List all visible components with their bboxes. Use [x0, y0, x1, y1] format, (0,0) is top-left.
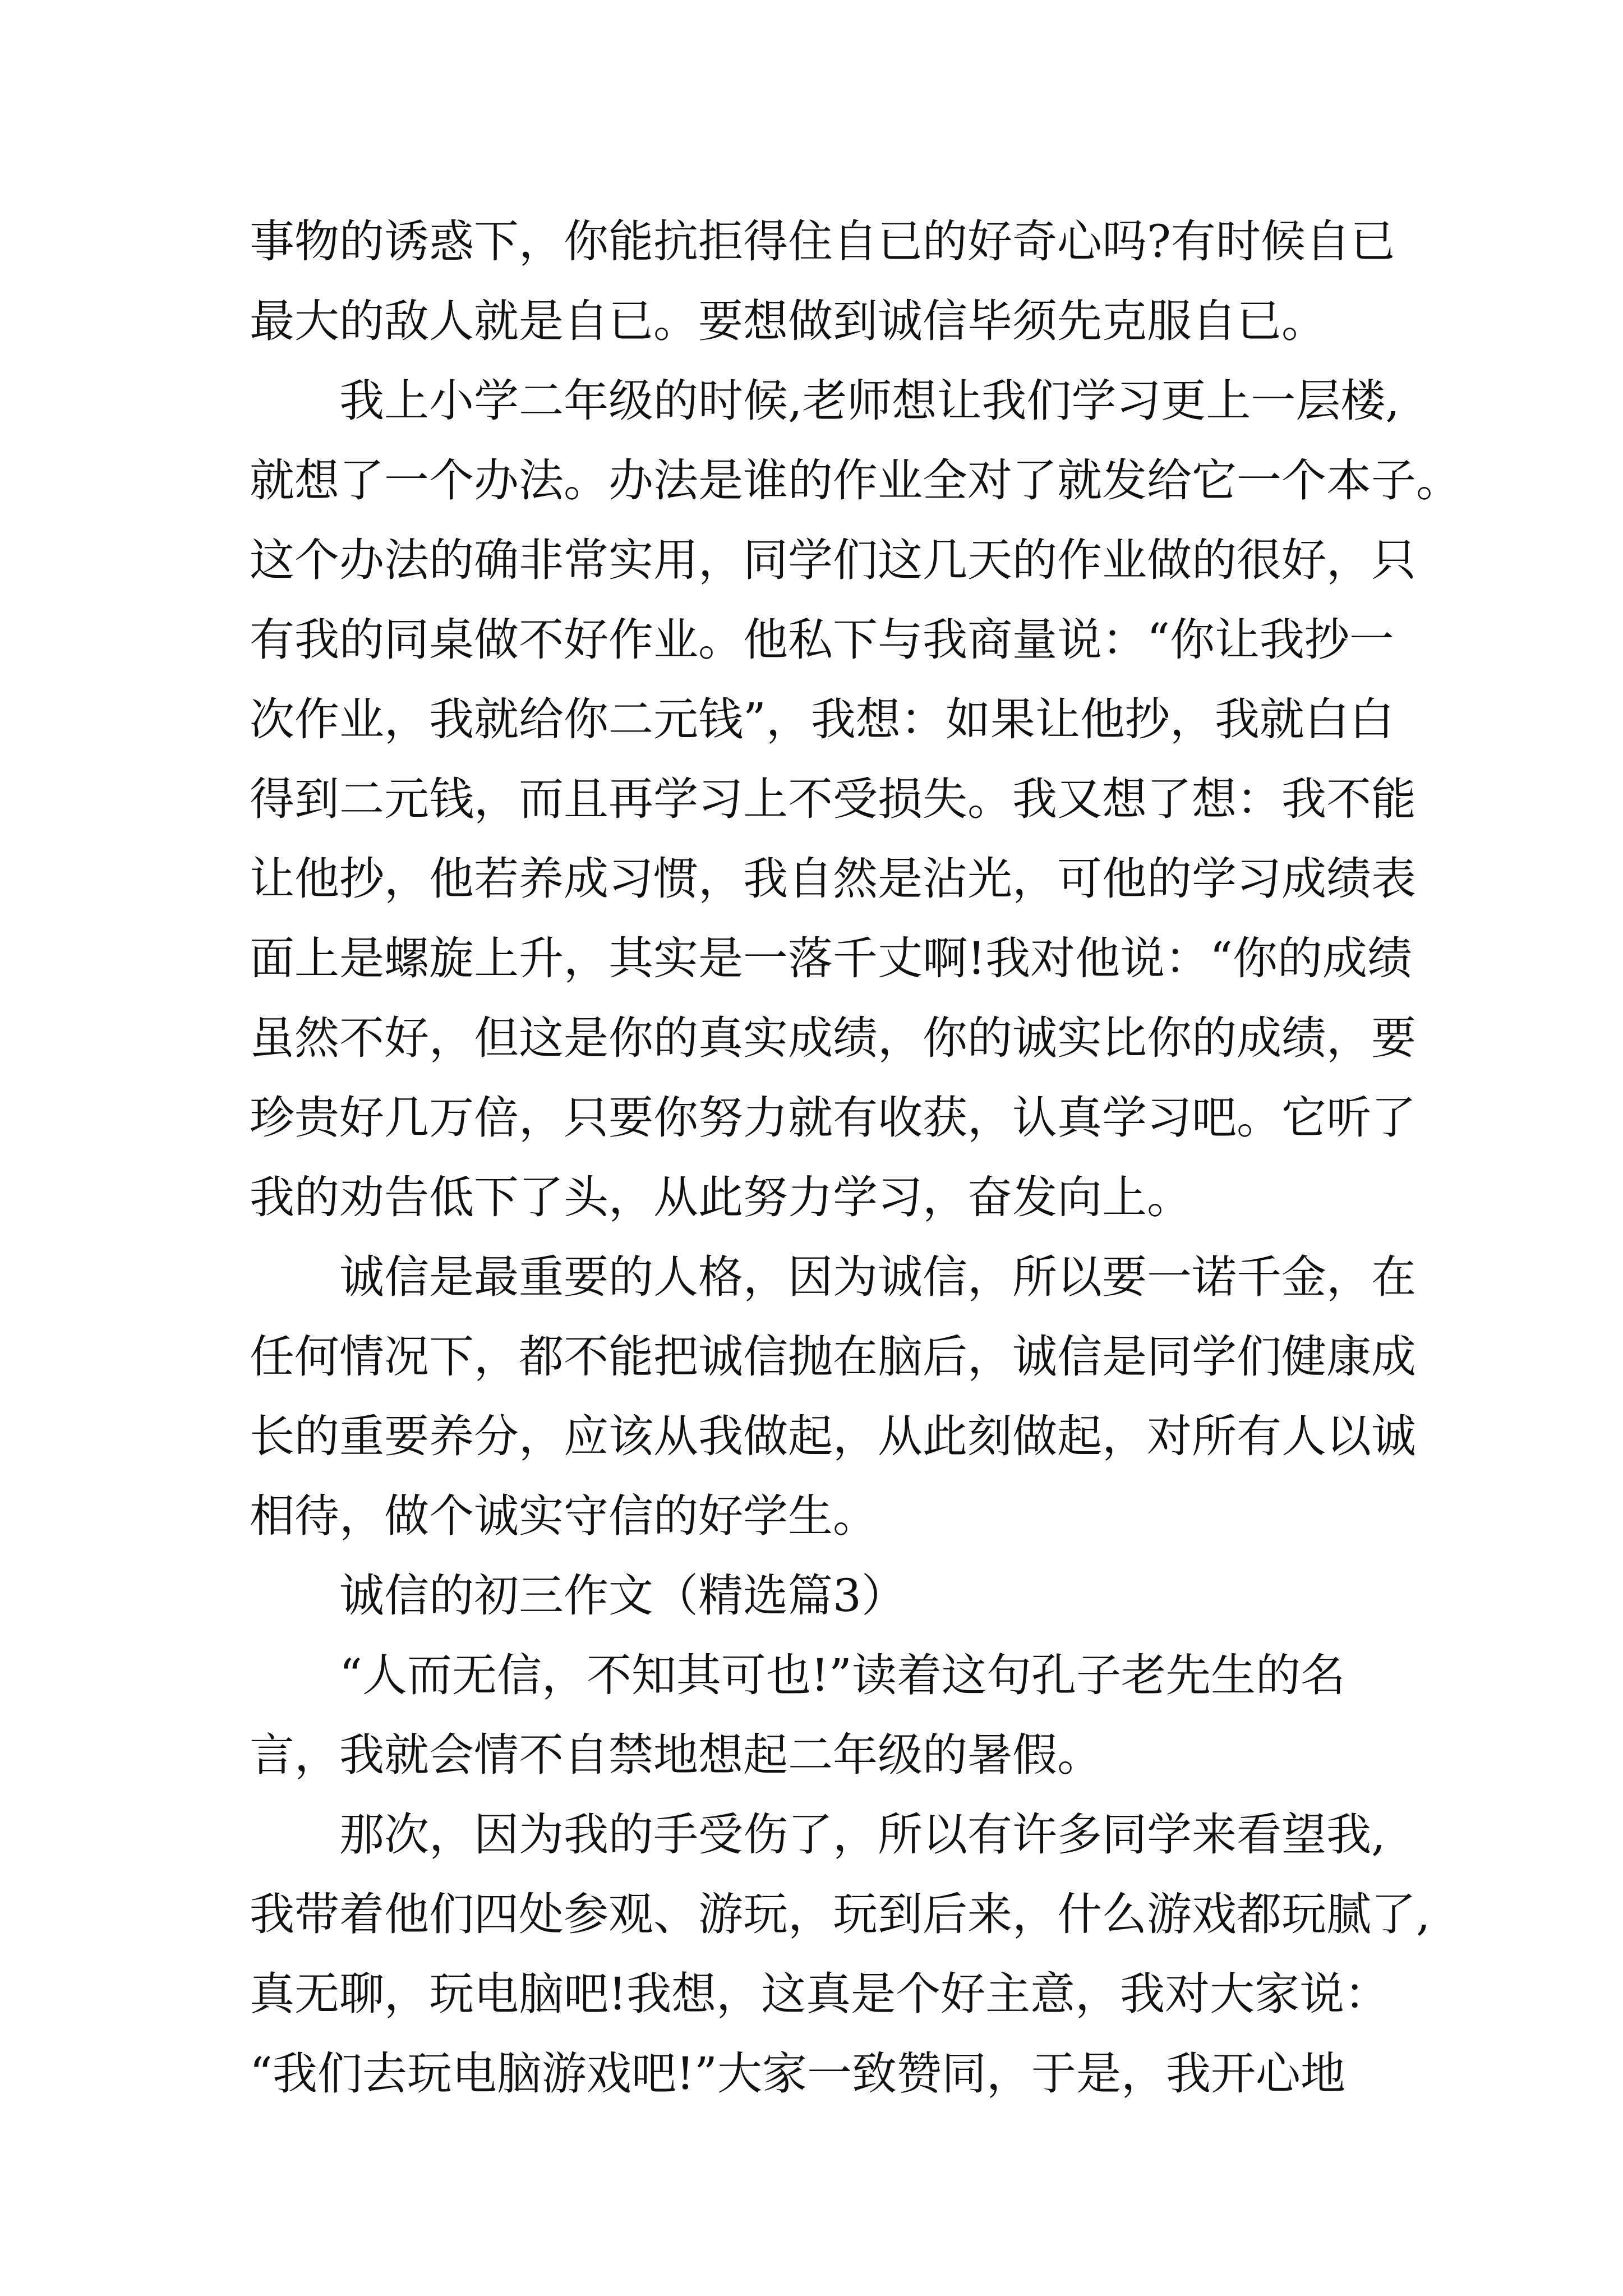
document-body [250, 202, 1461, 2114]
text-line-10: 面上是螺旋上升，其实是一落千丈啊!我对他说：“你的成绩 [250, 932, 1413, 984]
text-line-17: 相待，做个诚实守信的好学生。 [250, 1490, 878, 1542]
text-line-22: 我带着他们四处参观、游玩，玩到后来，什么游戏都玩腻了, [250, 1888, 1431, 1940]
text-line-2: 最大的敌人就是自已。要想做到诚信毕须先克服自已。 [250, 295, 1326, 347]
text-line-15: 任何情况下，都不能把诚信抛在脑后，诚信是同学们健康成 [250, 1331, 1416, 1383]
text-line-11: 虽然不好，但这是你的真实成绩，你的诚实比你的成绩，要 [250, 1012, 1416, 1064]
text-line-24: “我们去玩电脑游戏吧!”大家一致赞同，于是，我开心地 [250, 2047, 1345, 2100]
text-line-23: 真无聊，玩电脑吧!我想，这真是个好主意，我对大家说： [250, 1968, 1390, 2020]
section-heading: 诚信的初三作文（精选篇3） [339, 1570, 906, 1622]
text-line-7: 次作业，我就给你二元钱”，我想：如果让他抄，我就白白 [250, 693, 1394, 746]
text-line-3: 我上小学二年级的时候,老师想让我们学习更上一层楼, [339, 375, 1400, 427]
text-line-6: 有我的同桌做不好作业。他私下与我商量说：“你让我抄一 [250, 614, 1394, 666]
text-line-8: 得到二元钱，而且再学习上不受损失。我又想了想：我不能 [250, 773, 1416, 825]
text-line-13: 我的劝告低下了头，从此努力学习，奋发向上。 [250, 1171, 1192, 1223]
text-line-4: 就想了一个办法。办法是谁的作业全对了就发给它一个本子。 [250, 454, 1461, 507]
text-line-9: 让他抄，他若养成习惯，我自然是沾光，可他的学习成绩表 [250, 853, 1416, 905]
text-line-12: 珍贵好几万倍，只要你努力就有收获，认真学习吧。它听了 [250, 1092, 1416, 1144]
text-line-5: 这个办法的确非常实用，同学们这几天的作业做的很好，只 [250, 534, 1416, 586]
text-line-14: 诚信是最重要的人格，因为诚信，所以要一诺千金，在 [339, 1251, 1416, 1303]
text-line-20: 言，我就会情不自禁地想起二年级的暑假。 [250, 1729, 1102, 1781]
text-line-19: “人而无信，不知其可也!”读着这句孔子老先生的名 [339, 1649, 1345, 1701]
text-line-16: 长的重要养分，应该从我做起，从此刻做起，对所有人以诚 [250, 1410, 1416, 1462]
text-line-1: 事物的诱惑下，你能抗拒得住自已的好奇心吗?有时候自已 [250, 215, 1395, 268]
text-line-21: 那次，因为我的手受伤了，所以有许多同学来看望我, [339, 1809, 1386, 1861]
